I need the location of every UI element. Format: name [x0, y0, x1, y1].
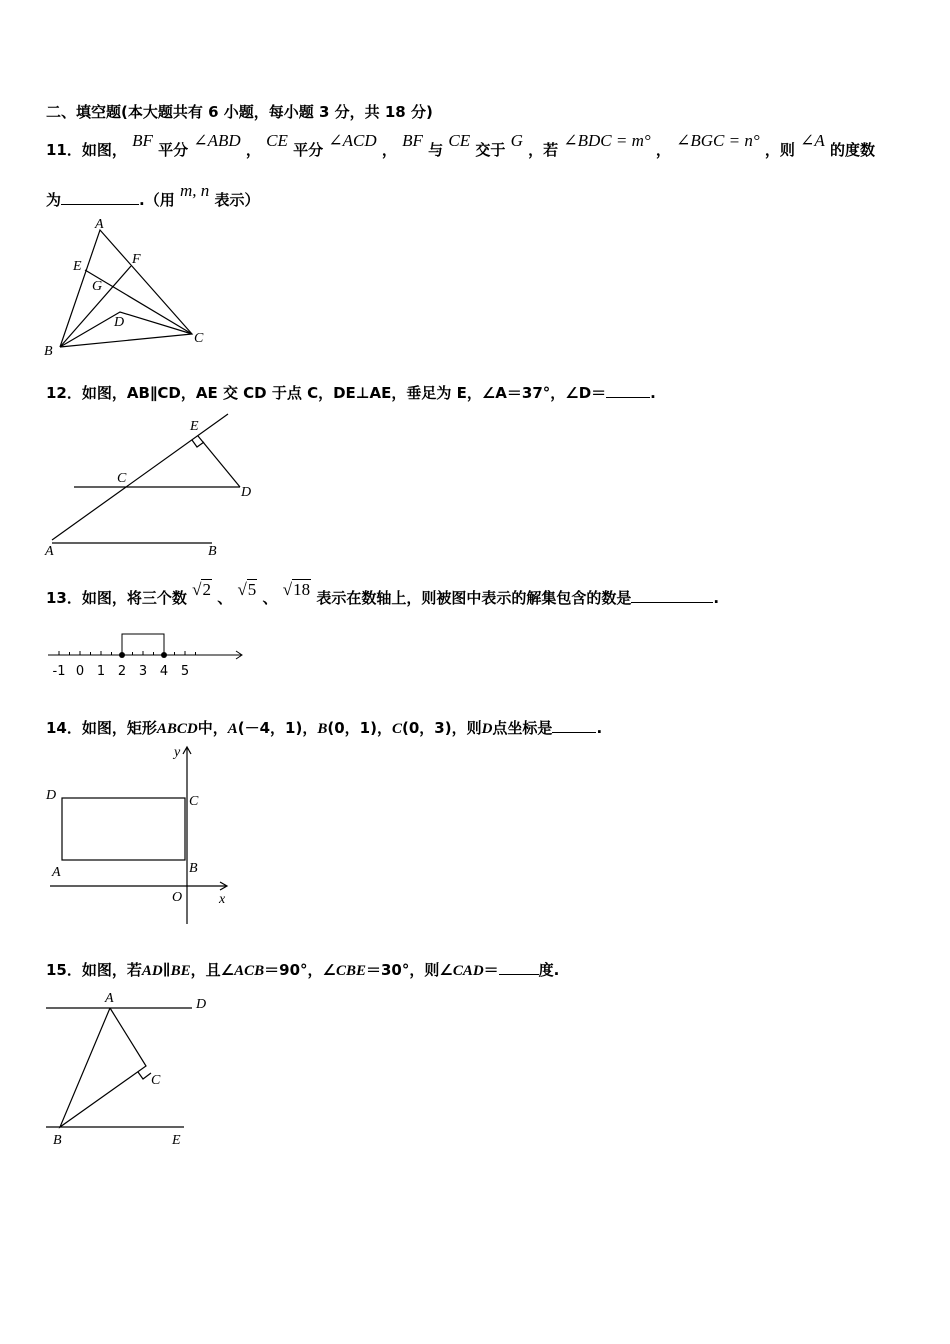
q11-comma-2: ，	[381, 141, 397, 159]
q11-comma-3: ，	[655, 141, 671, 159]
sqrt-2-radicand: 2	[202, 580, 211, 599]
figure-14	[44, 742, 244, 932]
q12-text: 12．如图，AB∥CD，AE 交 CD 于点 C，DE⊥AE，垂足为 E，∠A＝37°，∠D＝	[46, 384, 607, 402]
number-line-tick-label: 3	[138, 664, 148, 679]
answer-blank-14[interactable]	[552, 718, 596, 733]
q14-c: C	[391, 721, 402, 737]
q11-angle-abd: ∠ABD	[193, 131, 241, 150]
fig14-label-c: C	[189, 794, 199, 809]
question-14	[46, 718, 602, 739]
fig15-label-a: A	[105, 991, 114, 1006]
q14-c-coord: (0，3)，则	[401, 719, 482, 737]
q15-end: 度.	[538, 961, 560, 979]
q13-post: 表示在数轴上，则被图中表示的解集包含的数是	[316, 589, 632, 607]
q14-a-coord: (－4，1)，	[237, 719, 318, 737]
q11-ze: ，则	[764, 141, 795, 159]
fig14-label-x: x	[219, 892, 226, 907]
number-line-tick-label: 0	[75, 664, 85, 679]
q15-cbe: CBE	[335, 963, 366, 979]
q11-number: 11．如图，	[46, 141, 127, 159]
q14-a: A	[227, 721, 238, 737]
fig12-label-d: D	[241, 485, 252, 500]
q11-comma-1: ，	[245, 141, 261, 159]
fig12-line-ed	[198, 436, 240, 487]
fig12-label-a: A	[45, 544, 54, 559]
sqrt-18-radicand: 18	[293, 580, 311, 599]
q11-bf-2: BF	[402, 131, 423, 150]
figure-15	[44, 990, 244, 1150]
fig11-triangle-outer	[60, 230, 192, 347]
fig12-line-ae	[52, 414, 228, 540]
number-line-tick-label: -1	[52, 664, 66, 679]
number-line-tick-label: 4	[159, 664, 169, 679]
q11-mn: m, n	[179, 181, 210, 200]
q14-b-coord: (0，1)，	[327, 719, 392, 737]
fig11-label-a: A	[95, 217, 104, 232]
q12-end: .	[650, 384, 656, 402]
q11-wei: 为	[46, 191, 62, 209]
q15-mid1: ，且∠	[190, 961, 235, 979]
question-12	[46, 383, 656, 403]
fig14-label-o: O	[172, 890, 183, 905]
q11-g: G	[510, 131, 523, 150]
q15-cad: CAD	[452, 963, 484, 979]
fig12-label-e: E	[190, 419, 199, 434]
fig11-label-b: B	[44, 344, 53, 359]
q11-angle-acd: ∠ACD	[328, 131, 377, 150]
q11-eq2: ∠BGC = n°	[676, 131, 760, 150]
q14-pre: 14．如图，矩形	[46, 719, 157, 737]
sqrt-5-radicand: 5	[247, 580, 257, 599]
fig15-label-c: C	[151, 1073, 161, 1088]
q11-pingfen-1: 平分	[158, 141, 189, 159]
question-13	[46, 580, 720, 608]
sqrt-2: √2	[192, 580, 211, 599]
q15-pre: 15．如图，若	[46, 961, 142, 979]
number-line-tick-label: 2	[117, 664, 127, 679]
q11-ce: CE	[266, 131, 288, 150]
solution-endpoint-4	[161, 652, 167, 658]
section-title: 二、填空题(本大题共有 6 小题，每小题 3 分，共 18 分)	[46, 103, 433, 121]
q11-ruo: ，若	[528, 141, 559, 159]
q15-v3: ＝	[483, 961, 499, 979]
q14-mid: 中，	[197, 719, 228, 737]
q14-post: 点坐标是	[492, 719, 553, 737]
fig14-label-d: D	[46, 788, 57, 803]
q11-dedushu: 的度数	[830, 141, 876, 159]
q11-yu: 与	[428, 141, 444, 159]
fig12-label-b: B	[208, 544, 217, 559]
fig11-label-g: G	[92, 279, 103, 294]
fig12-label-c: C	[117, 471, 127, 486]
q13-pre: 13．如图，将三个数	[46, 589, 187, 607]
question-11-line2	[46, 181, 260, 210]
q15-ad-be: AD∥BE	[141, 963, 191, 979]
q14-d: D	[481, 721, 493, 737]
question-15	[46, 960, 559, 981]
fig11-bdc	[60, 312, 192, 347]
answer-blank-11[interactable]	[61, 190, 139, 205]
q11-pingfen-2: 平分	[293, 141, 324, 159]
q11-jiaoyu: 交于	[475, 141, 506, 159]
figure-11	[40, 217, 220, 360]
figure-12	[40, 410, 260, 560]
sqrt-18: √18	[282, 580, 311, 599]
q11-angle-a: ∠A	[800, 131, 825, 150]
q11-ce-2: CE	[448, 131, 471, 150]
q11-bf: BF	[132, 131, 153, 150]
fig15-triangle	[60, 1008, 146, 1127]
number-line	[46, 628, 256, 688]
fig11-label-c: C	[194, 331, 204, 346]
fig11-label-d: D	[114, 315, 125, 330]
fig15-label-d: D	[196, 997, 207, 1012]
sqrt-5: √5	[237, 580, 257, 599]
q11-eq1: ∠BDC = m°	[563, 131, 651, 150]
q13-sep1: 、	[217, 589, 233, 607]
question-11-line1	[46, 131, 876, 160]
q15-v2: ＝30°，则∠	[365, 961, 453, 979]
q13-sep2: 、	[262, 589, 278, 607]
q15-v1: ＝90°，∠	[264, 961, 336, 979]
fig11-label-f: F	[132, 252, 141, 267]
q14-end: .	[596, 719, 603, 737]
number-line-tick-label: 1	[96, 664, 106, 679]
fig14-label-a: A	[52, 865, 61, 880]
q15-acb: ACB	[234, 963, 265, 979]
fig11-label-e: E	[73, 259, 82, 274]
fig15-right-angle	[138, 1072, 151, 1079]
q13-end: .	[713, 589, 720, 607]
fig14-rectangle	[62, 798, 185, 860]
number-line-tick-label: 5	[180, 664, 190, 679]
fig14-label-y: y	[174, 745, 181, 760]
answer-blank-15[interactable]	[499, 960, 539, 975]
solution-endpoint-2	[119, 652, 125, 658]
q11-biaoshi: 表示）	[214, 191, 260, 209]
answer-blank-13[interactable]	[631, 588, 713, 603]
fig15-label-b: B	[53, 1133, 62, 1148]
q14-b: B	[317, 721, 328, 737]
answer-blank-12[interactable]	[606, 383, 650, 398]
fig15-label-e: E	[172, 1133, 181, 1148]
q11-yong: .（用	[139, 191, 175, 209]
fig14-label-b: B	[189, 861, 198, 876]
q14-abcd: ABCD	[156, 721, 198, 737]
